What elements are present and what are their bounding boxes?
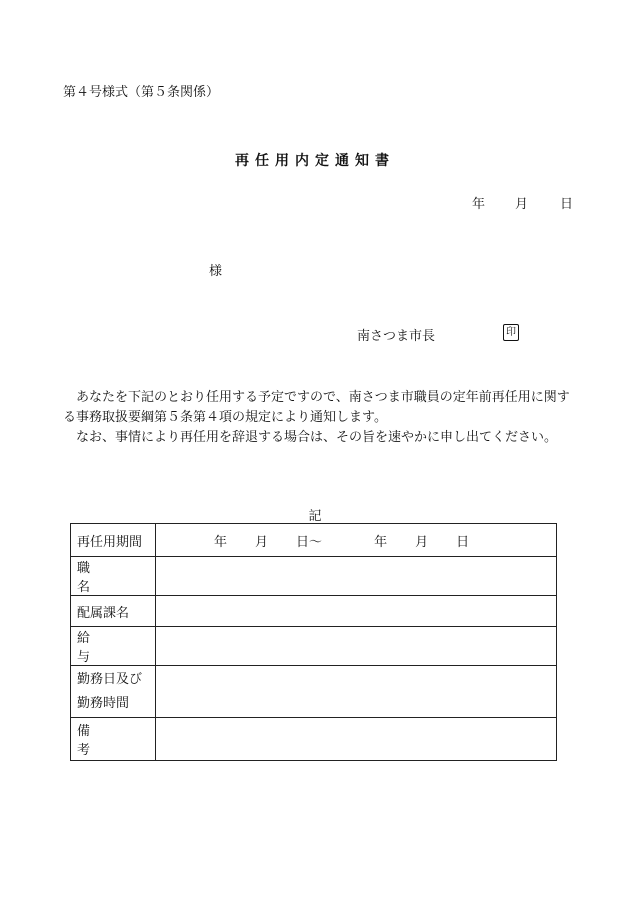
salary-value bbox=[156, 627, 557, 666]
ki-heading: 記 bbox=[308, 509, 322, 524]
seal-mark: 印 bbox=[503, 324, 519, 341]
issue-date bbox=[472, 193, 573, 212]
row-label-remarks: 備 考 bbox=[71, 718, 156, 761]
remarks-value bbox=[156, 718, 557, 761]
row-label-department: 配属課名 bbox=[71, 596, 156, 627]
table-row bbox=[71, 596, 557, 627]
department-value bbox=[156, 596, 557, 627]
document-title: 再任用内定通知書 bbox=[235, 153, 395, 169]
row-label-salary: 給 与 bbox=[71, 627, 156, 666]
row-label-working-hours bbox=[71, 666, 156, 718]
form-number: 第４号様式（第５条関係） bbox=[63, 85, 220, 100]
row-label-position: 職 名 bbox=[71, 557, 156, 596]
period-value: 年 月 日～ 年 月 日 bbox=[156, 524, 557, 557]
table-row bbox=[71, 524, 557, 557]
table-row bbox=[71, 557, 557, 596]
working-hours-value bbox=[156, 666, 557, 718]
table-row bbox=[71, 627, 557, 666]
notice-paragraph-2: なお、事情により再任用を辞退する場合は、その旨を速やかに申し出てください。 bbox=[76, 430, 558, 445]
working-hours-label-line-1: 勤務日及び bbox=[77, 671, 143, 687]
date-day: 日 bbox=[560, 197, 574, 212]
table-row bbox=[71, 666, 557, 718]
date-month: 月 bbox=[515, 197, 529, 212]
notice-paragraph-1: あなたを下記のとおり任用する予定ですので、南さつま市職員の定年前再任用に関する事務取扱要綱第５条第４項の規定により通知します。 bbox=[63, 390, 570, 425]
addressee-suffix: 様 bbox=[209, 264, 223, 279]
table-row bbox=[71, 718, 557, 761]
issuer-name: 南さつま市長 bbox=[357, 329, 436, 344]
working-hours-label-line-2: 勤務時間 bbox=[77, 695, 130, 711]
position-value bbox=[156, 557, 557, 596]
appointment-details-table bbox=[70, 523, 557, 761]
notice-body bbox=[63, 388, 573, 448]
date-year: 年 bbox=[472, 197, 486, 212]
row-label-period: 再任用期間 bbox=[71, 524, 156, 557]
